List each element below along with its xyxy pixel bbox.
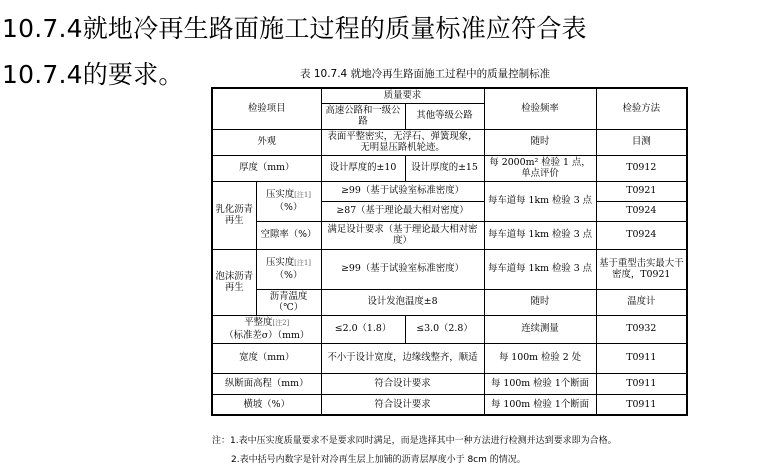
- section-heading-line-1: 10.7.4就地冷再生路面施工过程的质量标准应符合表: [2, 14, 587, 43]
- appearance-requirement: 表面平整密实，无浮石、弹簧现象，无明显压路机轮迹。: [321, 129, 484, 155]
- emulsified-compaction-method-1: T0921: [596, 181, 687, 201]
- flatness-item: 平整度[注2] （标准差σ）（mm）: [212, 315, 321, 343]
- header-highway: 高速公路和一级公路: [321, 103, 405, 129]
- slope-frequency: 每 100m 检验 1个断面: [484, 394, 596, 415]
- header-item: 检验项目: [212, 88, 321, 129]
- foamed-temperature-method: 温度计: [596, 289, 687, 315]
- flatness-method: T0932: [596, 315, 687, 343]
- table-caption: 表 10.7.4 就地冷再生路面施工过程中的质量控制标准: [300, 68, 551, 80]
- foamed-temperature-item: 沥青温度（℃）: [256, 289, 321, 315]
- emulsified-compaction-req-lab: ≥99（基于试验室标准密度）: [321, 181, 484, 201]
- flatness-highway: ≤2.0（1.8）: [321, 315, 405, 343]
- section-heading-line-2: 10.7.4的要求。: [2, 60, 184, 89]
- elevation-item: 纵断面高程（mm）: [212, 373, 321, 394]
- slope-method: T0911: [596, 394, 687, 415]
- appearance-frequency: 随时: [484, 129, 596, 155]
- emulsified-compaction-method-2: T0924: [596, 201, 687, 221]
- elevation-frequency: 每 100m 检验 1个断面: [484, 373, 596, 394]
- header-frequency: 检验频率: [484, 88, 596, 129]
- flatness-frequency: 连续测量: [484, 315, 596, 343]
- foamed-compaction-requirement: ≥99（基于试验室标准密度）: [321, 249, 484, 289]
- thickness-other: 设计厚度的±15: [405, 155, 484, 181]
- header-method: 检验方法: [596, 88, 687, 129]
- emulsified-voids-requirement: 满足设计要求（基于理论最大相对密度）: [321, 221, 484, 249]
- foamed-temperature-frequency: 随时: [484, 289, 596, 315]
- quality-control-table: [211, 87, 688, 416]
- width-requirement: 不小于设计宽度，边缘线整齐，顺适: [321, 343, 484, 373]
- thickness-frequency: 每 2000m² 检验 1 点，单点评价: [484, 155, 596, 181]
- width-frequency: 每 100m 检验 2 处: [484, 343, 596, 373]
- foamed-group-label: 泡沫沥青再生: [212, 249, 256, 315]
- foamed-compaction-item: 压实度[注1] （%）: [256, 249, 321, 289]
- header-other-roads: 其他等级公路: [405, 103, 484, 129]
- flatness-other: ≤3.0（2.8）: [405, 315, 484, 343]
- header-requirement: 质量要求: [321, 88, 484, 103]
- slope-item: 横坡（%）: [212, 394, 321, 415]
- thickness-item: 厚度（mm）: [212, 155, 321, 181]
- appearance-item: 外观: [212, 129, 321, 155]
- footnote-2: 2.表中括号内数字是针对冷再生层上加铺的沥青层厚度小于 8cm 的情况。: [231, 455, 526, 465]
- emulsified-voids-item: 空隙率（%）: [256, 221, 321, 249]
- appearance-method: 目测: [596, 129, 687, 155]
- slope-requirement: 符合设计要求: [321, 394, 484, 415]
- foamed-temperature-requirement: 设计发泡温度±8: [321, 289, 484, 315]
- emulsified-compaction-req-theory: ≥87（基于理论最大相对密度）: [321, 201, 484, 221]
- emulsified-compaction-frequency: 每车道每 1km 检验 3 点: [484, 181, 596, 221]
- thickness-method: T0912: [596, 155, 687, 181]
- width-item: 宽度（mm）: [212, 343, 321, 373]
- emulsified-compaction-item: 压实度[注1] （%）: [256, 181, 321, 221]
- elevation-requirement: 符合设计要求: [321, 373, 484, 394]
- foamed-compaction-frequency: 每车道每 1km 检验 3 点: [484, 249, 596, 289]
- thickness-highway: 设计厚度的±10: [321, 155, 405, 181]
- emulsified-voids-method: T0924: [596, 221, 687, 249]
- emulsified-group-label: 乳化沥青再生: [212, 181, 256, 249]
- foamed-compaction-method: 基于重型击实最大干密度，T0921: [596, 249, 687, 289]
- footnote-1: 注：1.表中压实度质量要求不是要求同时满足，而是选择其中一种方法进行检测并达到要求即为合格。: [212, 436, 617, 446]
- elevation-method: T0911: [596, 373, 687, 394]
- width-method: T0911: [596, 343, 687, 373]
- emulsified-voids-frequency: 每车道每 1km 检验 3 点: [484, 221, 596, 249]
